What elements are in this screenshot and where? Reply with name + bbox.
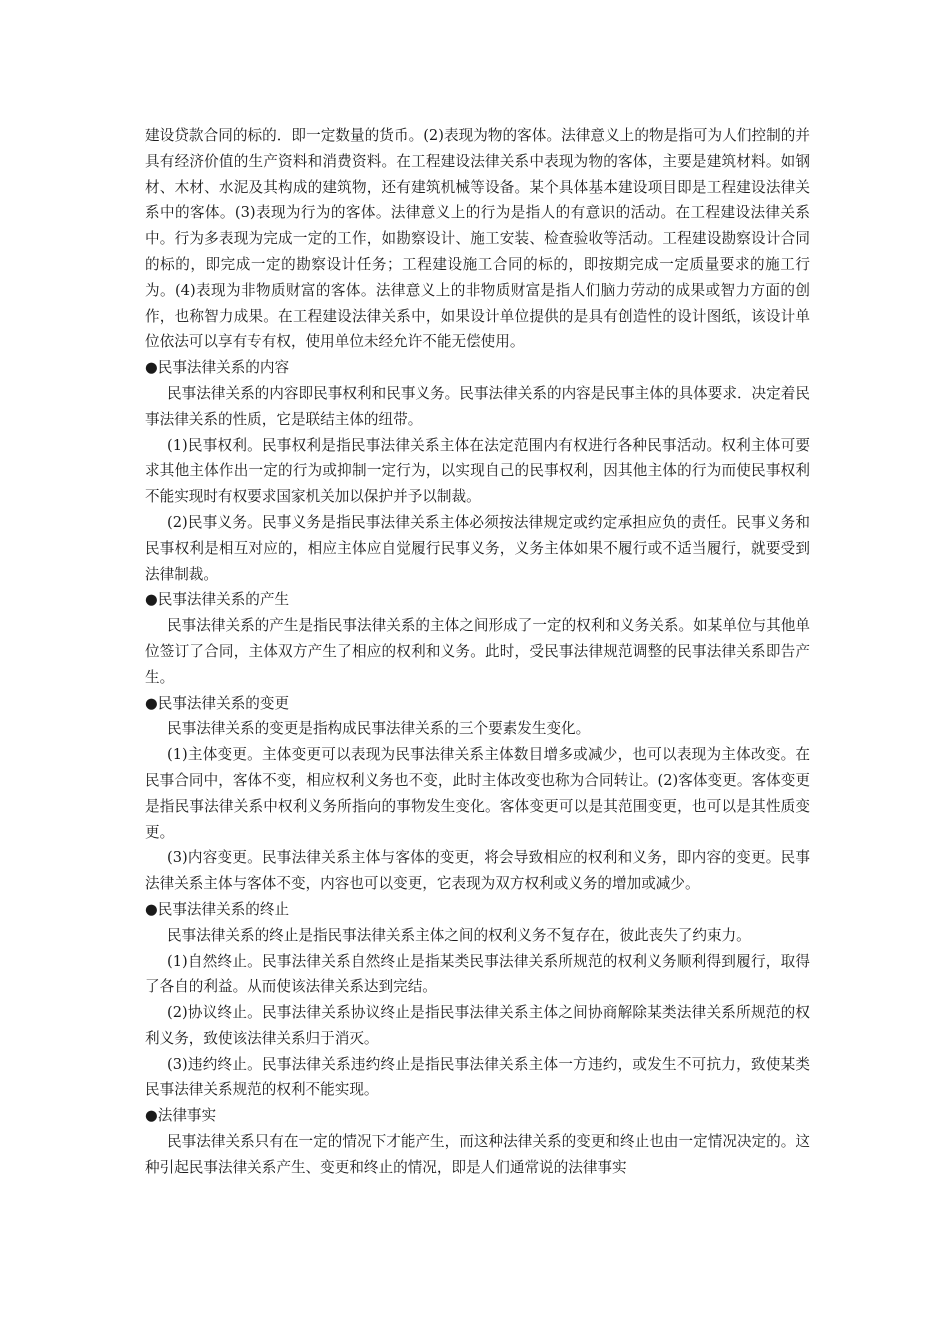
- section-heading-creation: ●民事法律关系的产生: [145, 591, 290, 609]
- paragraph-natural-termination: (1)自然终止。民事法律关系自然终止是指某类民事法律关系所规范的权利义务顺利得到履行，取得了各自的利益。从而使该法律关系达到完结。: [145, 952, 810, 996]
- paragraph-change-intro: 民事法律关系的变更是指构成民事法律关系的三个要素发生变化。: [167, 720, 591, 738]
- paragraph-content-change: (3)内容变更。民事法律关系主体与客体的变更，将会导致相应的权利和义务，即内容的变更。民事法律关系主体与客体不变，内容也可以变更，它表现为双方权利或义务的增加或减少。: [145, 849, 810, 893]
- paragraph-legal-facts: 民事法律关系只有在一定的情况下才能产生，而这种法律关系的变更和终止也由一定情况决定的。这种引起民事法律关系产生、变更和终止的情况，即是人们通常说的法律事实: [145, 1133, 810, 1176]
- paragraph-termination-intro: 民事法律关系的终止是指民事法律关系主体之间的权利义务不复存在，彼此丧失了约束力。: [167, 926, 751, 944]
- document-body: [145, 123, 810, 1181]
- paragraph-agreed-termination: (2)协议终止。民事法律关系协议终止是指民事法律关系主体之间协商解除某类法律关系所规范的权利义务，致使该法律关系归于消灭。: [145, 1004, 810, 1047]
- paragraph-civil-obligations: (2)民事义务。民事义务是指民事法律关系主体必须按法律规定或约定承担应负的责任。民事义务和民事权利是相互对应的，相应主体应自觉履行民事义务，义务主体如果不履行或不适当履行，就要受到法律制裁。: [145, 513, 810, 583]
- paragraph-object-types: 建设贷款合同的标的．即一定数量的货币。(2)表现为物的客体。法律意义上的物是指可为人们控制的并具有经济价值的生产资料和消费资料。在工程建设法律关系中表现为物的客体，主要是建筑材料。如钢材、木材、水泥及其构成的建筑物，还有建筑机械等设备。某个具体基本建设项目即是工程建设法律关系中的客体。(3)表现为行为的客体。法律意义上的行为是指人的有意识的活动。在工程建设法律关系中。行为多表现为完成一定的工作，如勘察设计、施工安装、检查验收等活动。工程建设勘察设计合同的标的，即完成一定的勘察设计任务；工程建设施工合同的标的，即按期完成一定质量要求的施工行为。(4)表现为非物质财富的客体。法律意义上的非物质财富是指人们脑力劳动的成果或智力方面的创作，也称智力成果。在工程建设法律关系中，如果设计单位提供的是具有创造性的设计图纸，该设计单位依法可以享有专有权，使用单位未经允许不能无偿使用。: [145, 127, 810, 351]
- section-heading-legal-facts: ●法律事实: [145, 1107, 217, 1125]
- paragraph-creation: 民事法律关系的产生是指民事法律关系的主体之间形成了一定的权利和义务关系。如某单位与其他单位签订了合同，主体双方产生了相应的权利和义务。此时，受民事法律规范调整的民事法律关系即告产生。: [145, 617, 810, 686]
- paragraph-content-intro: 民事法律关系的内容即民事权利和民事义务。民事法律关系的内容是民事主体的具体要求．决定着民事法律关系的性质，它是联结主体的纽带。: [145, 384, 810, 428]
- paragraph-civil-rights: (1)民事权利。民事权利是指民事法律关系主体在法定范围内有权进行各种民事活动。权利主体可要求其他主体作出一定的行为或抑制一定行为，以实现自己的民事权利，因其他主体的行为而使民事权利不能实现时有权要求国家机关加以保护并予以制裁。: [145, 436, 810, 506]
- section-heading-content: ●民事法律关系的内容: [145, 359, 290, 377]
- section-heading-termination: ●民事法律关系的终止: [145, 900, 290, 918]
- paragraph-subject-object-change: (1)主体变更。主体变更可以表现为民事法律关系主体数目增多或减少，也可以表现为主体改变。在民事合同中，客体不变，相应权利义务也不变，此时主体改变也称为合同转让。(2)客体变更。客体变更是指民事法律关系中权利义务所指向的事物发生变化。客体变更可以是其范围变更，也可以是其性质变更。: [145, 746, 810, 841]
- section-heading-change: ●民事法律关系的变更: [145, 694, 290, 712]
- paragraph-breach-termination: (3)违约终止。民事法律关系违约终止是指民事法律关系主体一方违约，或发生不可抗力，致使某类民事法律关系规范的权利不能实现。: [145, 1055, 810, 1099]
